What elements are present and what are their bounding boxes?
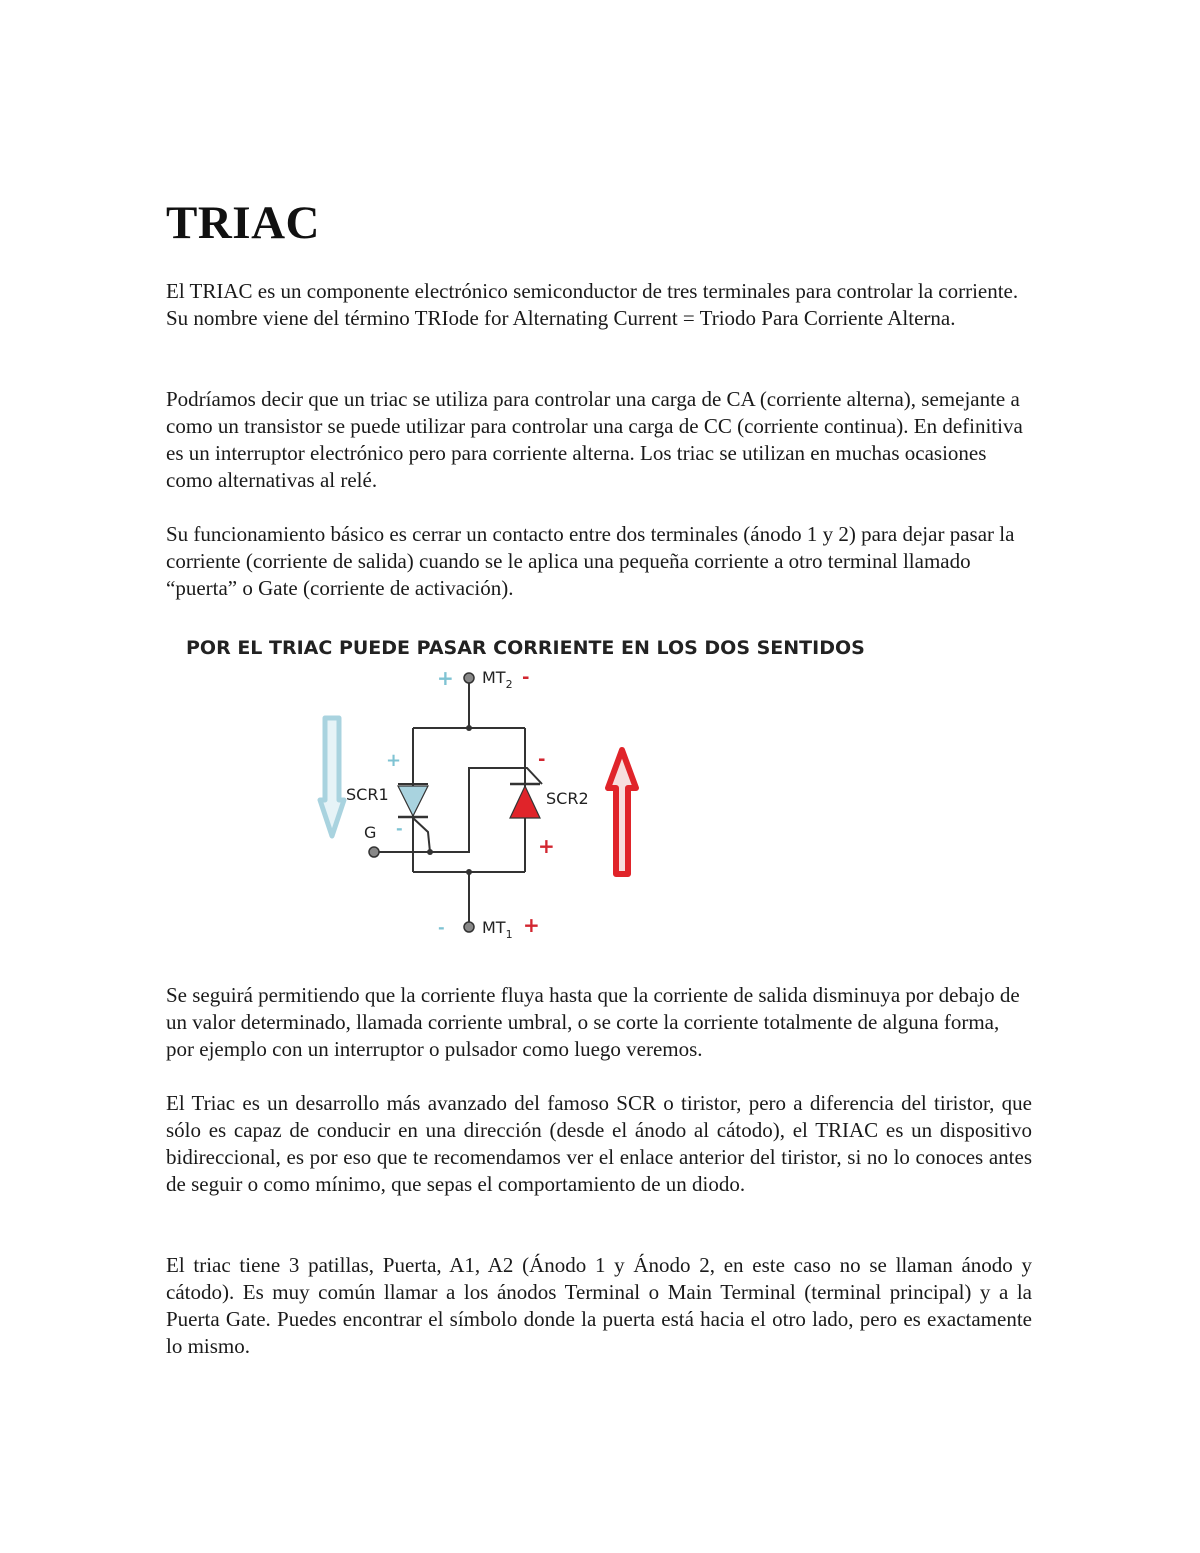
- mt1-plus-sign: +: [523, 913, 540, 937]
- scr1-minus-sign: -: [396, 819, 403, 838]
- triac-diagram: [180, 628, 920, 948]
- current-up-arrow-icon: [608, 750, 636, 874]
- mt1-minus-sign: -: [438, 918, 445, 937]
- scr2-plus-sign: +: [538, 834, 555, 858]
- mt1-terminal: [464, 922, 474, 932]
- page-title: TRIAC: [166, 197, 320, 249]
- paragraph-bidirectional: El Triac es un desarrollo más avanzado del famoso SCR o tiristor, pero a diferencia del tiristor, que sólo es capaz de conducir en una dirección (desde el ánodo al cátodo), el TRIAC es un dispositivo bidireccional, es por eso que te recomendamos ver el enlace anterior del tiristor, si no lo conoces antes de seguir o como mínimo, que sepas el comportamiento de un diodo.: [166, 1091, 1032, 1196]
- mt1-label: $MT_1$: [482, 918, 513, 941]
- paragraph-usage: Podríamos decir que un triac se utiliza para controlar una carga de CA (corriente alterna), semejante a como un transistor se puede utilizar para controlar una carga de CC (corriente continua). En definitiva es un interruptor electrónico pero para corriente alterna. Los triac se utilizan en muchas ocasiones como alternativas al relé.: [166, 387, 1023, 492]
- scr2-minus-sign: -: [538, 749, 546, 770]
- paragraph-operation: Su funcionamiento básico es cerrar un contacto entre dos terminales (ánodo 1 y 2) para dejar pasar la corriente (corriente de salida) cuando se le aplica una pequeña corriente a otro terminal llamado “puerta” o Gate (corriente de activación).: [166, 522, 1015, 600]
- gate-label: G: [364, 823, 377, 842]
- triac-diagram-svg: [180, 628, 920, 948]
- scr1-plus-sign: +: [386, 750, 402, 771]
- gate-terminal: [369, 847, 379, 857]
- current-down-arrow-icon: [320, 718, 344, 836]
- mt2-label: $MT_2$: [482, 668, 513, 691]
- scr2-label: SCR2: [546, 789, 589, 808]
- paragraph-definition: El TRIAC es un componente electrónico semiconductor de tres terminales para controlar la corriente. Su nombre viene del término TRIode for Alternating Current = Triodo Para Corriente Alterna.: [166, 279, 1019, 330]
- mt2-terminal: [464, 673, 474, 683]
- scr2-thyristor: [510, 784, 540, 818]
- paragraph-holding-current: Se seguirá permitiendo que la corriente fluya hasta que la corriente de salida disminuya por debajo de un valor determinado, llamada corriente umbral, o se corte la corriente totalmente de alguna forma, por ejemplo con un interruptor o pulsador como luego veremos.: [166, 983, 1020, 1061]
- paragraph-pins: El triac tiene 3 patillas, Puerta, A1, A2 (Ánodo 1 y Ánodo 2, en este caso no se llaman ánodo y cátodo). Es muy común llamar a los ánodos Terminal o Main Terminal (terminal principal) y a la Puerta Gate. Puedes encontrar el símbolo donde la puerta está hacia el otro lado, pero es exactamente lo mismo.: [166, 1253, 1032, 1358]
- scr1-label: SCR1: [346, 785, 389, 804]
- mt2-minus-sign: -: [522, 667, 530, 688]
- mt2-plus-sign: +: [437, 666, 454, 690]
- scr1-thyristor: [398, 784, 428, 817]
- figure-heading: POR EL TRIAC PUEDE PASAR CORRIENTE EN LOS DOS SENTIDOS: [186, 637, 865, 659]
